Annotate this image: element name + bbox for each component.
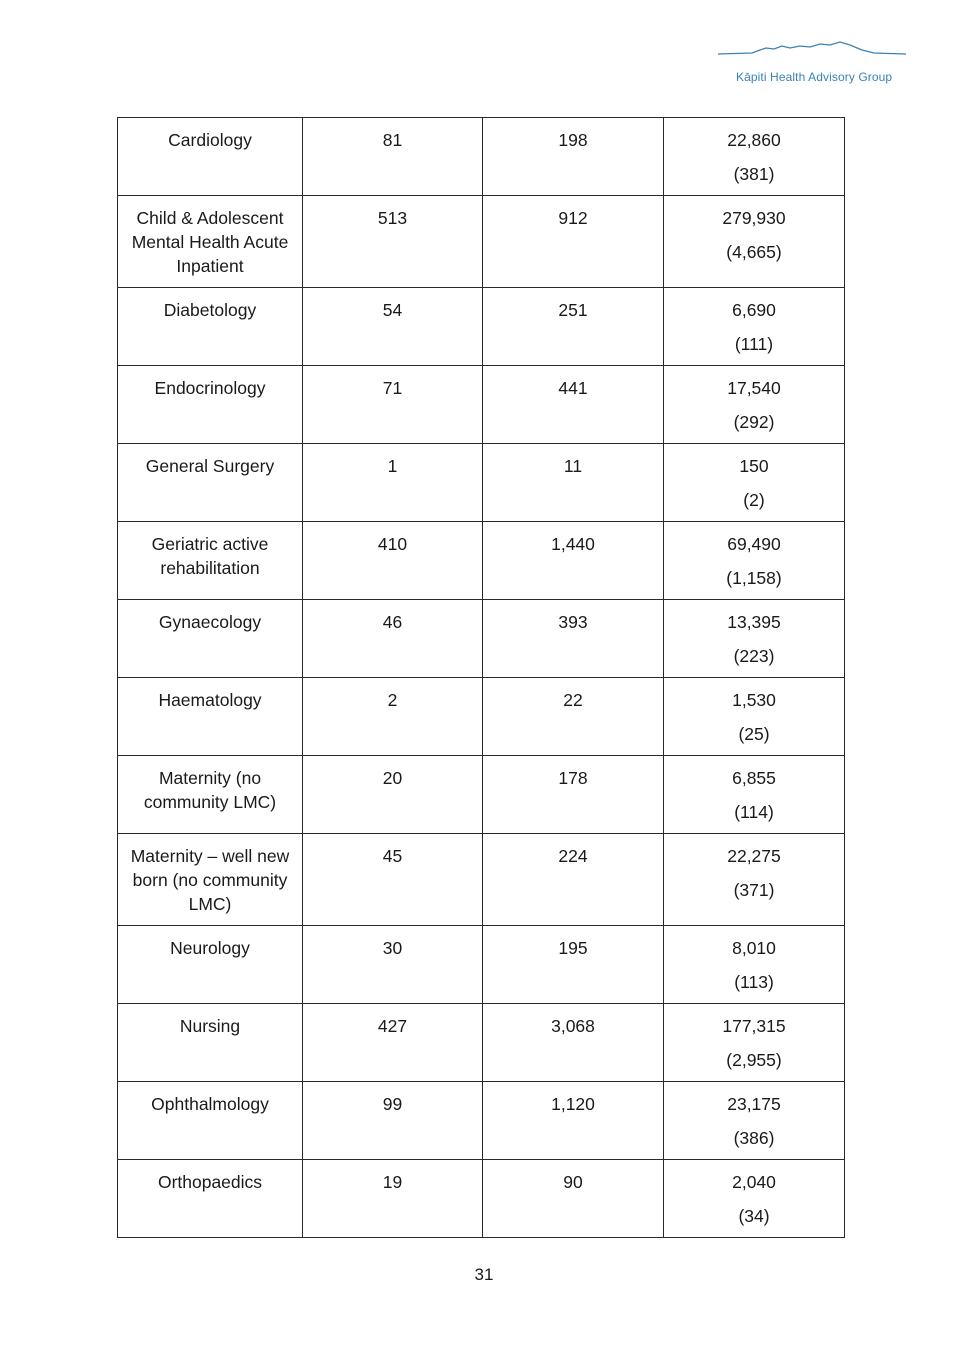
page-number: 31: [474, 1265, 494, 1284]
total-cell: [664, 288, 845, 366]
total-cell: [664, 118, 845, 196]
total-subvalue: (2,955): [726, 1050, 782, 1070]
header-logo: [716, 36, 908, 90]
table-row: [118, 926, 845, 1004]
total-subvalue: (113): [734, 972, 774, 992]
total-cell: [664, 1160, 845, 1238]
total-value: 279,930: [722, 208, 786, 228]
value-cell: 1: [303, 444, 483, 522]
specialty-cell: Nursing: [118, 1004, 303, 1082]
total-value: 17,540: [727, 378, 781, 398]
total-value: 2,040: [732, 1172, 776, 1192]
total-value: 8,010: [732, 938, 776, 958]
total-subvalue: (4,665): [726, 242, 782, 262]
table-row: [118, 196, 845, 288]
total-value: 69,490: [727, 534, 781, 554]
value-cell: 1,120: [483, 1082, 664, 1160]
specialty-cell: Endocrinology: [118, 366, 303, 444]
value-cell: 513: [303, 196, 483, 288]
table-row: [118, 1004, 845, 1082]
total-subvalue: (292): [733, 412, 775, 432]
value-cell: 54: [303, 288, 483, 366]
logo-text: Kāpiti Health Advisory Group: [736, 70, 893, 84]
value-cell: 3,068: [483, 1004, 664, 1082]
value-cell: 46: [303, 600, 483, 678]
value-cell: 20: [303, 756, 483, 834]
value-cell: 251: [483, 288, 664, 366]
total-cell: [664, 1082, 845, 1160]
total-value: 13,395: [727, 612, 781, 632]
value-cell: 178: [483, 756, 664, 834]
table-row: [118, 678, 845, 756]
total-subvalue: (386): [733, 1128, 775, 1148]
value-cell: 71: [303, 366, 483, 444]
specialty-cell: Haematology: [118, 678, 303, 756]
table-row: [118, 834, 845, 926]
table-body: [118, 118, 845, 1238]
value-cell: 393: [483, 600, 664, 678]
specialty-cell: Cardiology: [118, 118, 303, 196]
total-value: 6,855: [732, 768, 776, 788]
total-subvalue: (111): [734, 334, 774, 354]
specialty-table: [117, 117, 845, 1238]
total-subvalue: (2): [743, 490, 765, 510]
value-cell: 30: [303, 926, 483, 1004]
table-row: [118, 756, 845, 834]
value-cell: 81: [303, 118, 483, 196]
total-cell: [664, 522, 845, 600]
total-subvalue: (114): [734, 802, 774, 822]
table-row: [118, 444, 845, 522]
value-cell: 410: [303, 522, 483, 600]
value-cell: 2: [303, 678, 483, 756]
total-value: 1,530: [732, 690, 776, 710]
total-cell: [664, 678, 845, 756]
total-cell: [664, 196, 845, 288]
value-cell: 90: [483, 1160, 664, 1238]
value-cell: 19: [303, 1160, 483, 1238]
total-value: 6,690: [732, 300, 776, 320]
total-subvalue: (1,158): [726, 568, 782, 588]
value-cell: 912: [483, 196, 664, 288]
specialty-cell: Ophthalmology: [118, 1082, 303, 1160]
table-row: [118, 288, 845, 366]
total-value: 23,175: [727, 1094, 781, 1114]
table-row: [118, 1082, 845, 1160]
total-subvalue: (381): [733, 164, 775, 184]
total-cell: [664, 756, 845, 834]
specialty-cell: Neurology: [118, 926, 303, 1004]
value-cell: 198: [483, 118, 664, 196]
total-value: 22,860: [727, 130, 781, 150]
total-subvalue: (34): [738, 1206, 770, 1226]
value-cell: 224: [483, 834, 664, 926]
specialty-cell: Maternity (no community LMC): [118, 756, 303, 834]
value-cell: 45: [303, 834, 483, 926]
total-subvalue: (371): [733, 880, 775, 900]
table-row: [118, 600, 845, 678]
total-subvalue: (25): [738, 724, 770, 744]
value-cell: 99: [303, 1082, 483, 1160]
total-cell: [664, 444, 845, 522]
specialty-cell: Maternity – well new born (no community LMC): [118, 834, 303, 926]
value-cell: 22: [483, 678, 664, 756]
total-value: 177,315: [722, 1016, 786, 1036]
value-cell: 11: [483, 444, 664, 522]
table-row: [118, 522, 845, 600]
total-cell: [664, 1004, 845, 1082]
specialty-cell: General Surgery: [118, 444, 303, 522]
table-row: [118, 366, 845, 444]
total-cell: [664, 926, 845, 1004]
mountain-skyline-icon: [716, 36, 908, 66]
specialty-cell: Child & Adolescent Mental Health Acute Inpatient: [118, 196, 303, 288]
total-cell: [664, 366, 845, 444]
total-cell: [664, 834, 845, 926]
table-row: [118, 1160, 845, 1238]
total-cell: [664, 600, 845, 678]
specialty-cell: Diabetology: [118, 288, 303, 366]
specialty-cell: Geriatric active rehabilitation: [118, 522, 303, 600]
value-cell: 427: [303, 1004, 483, 1082]
total-value: 22,275: [727, 846, 781, 866]
specialty-cell: Gynaecology: [118, 600, 303, 678]
total-subvalue: (223): [733, 646, 775, 666]
value-cell: 1,440: [483, 522, 664, 600]
total-value: 150: [739, 456, 769, 476]
specialty-cell: Orthopaedics: [118, 1160, 303, 1238]
table-row: [118, 118, 845, 196]
value-cell: 195: [483, 926, 664, 1004]
value-cell: 441: [483, 366, 664, 444]
